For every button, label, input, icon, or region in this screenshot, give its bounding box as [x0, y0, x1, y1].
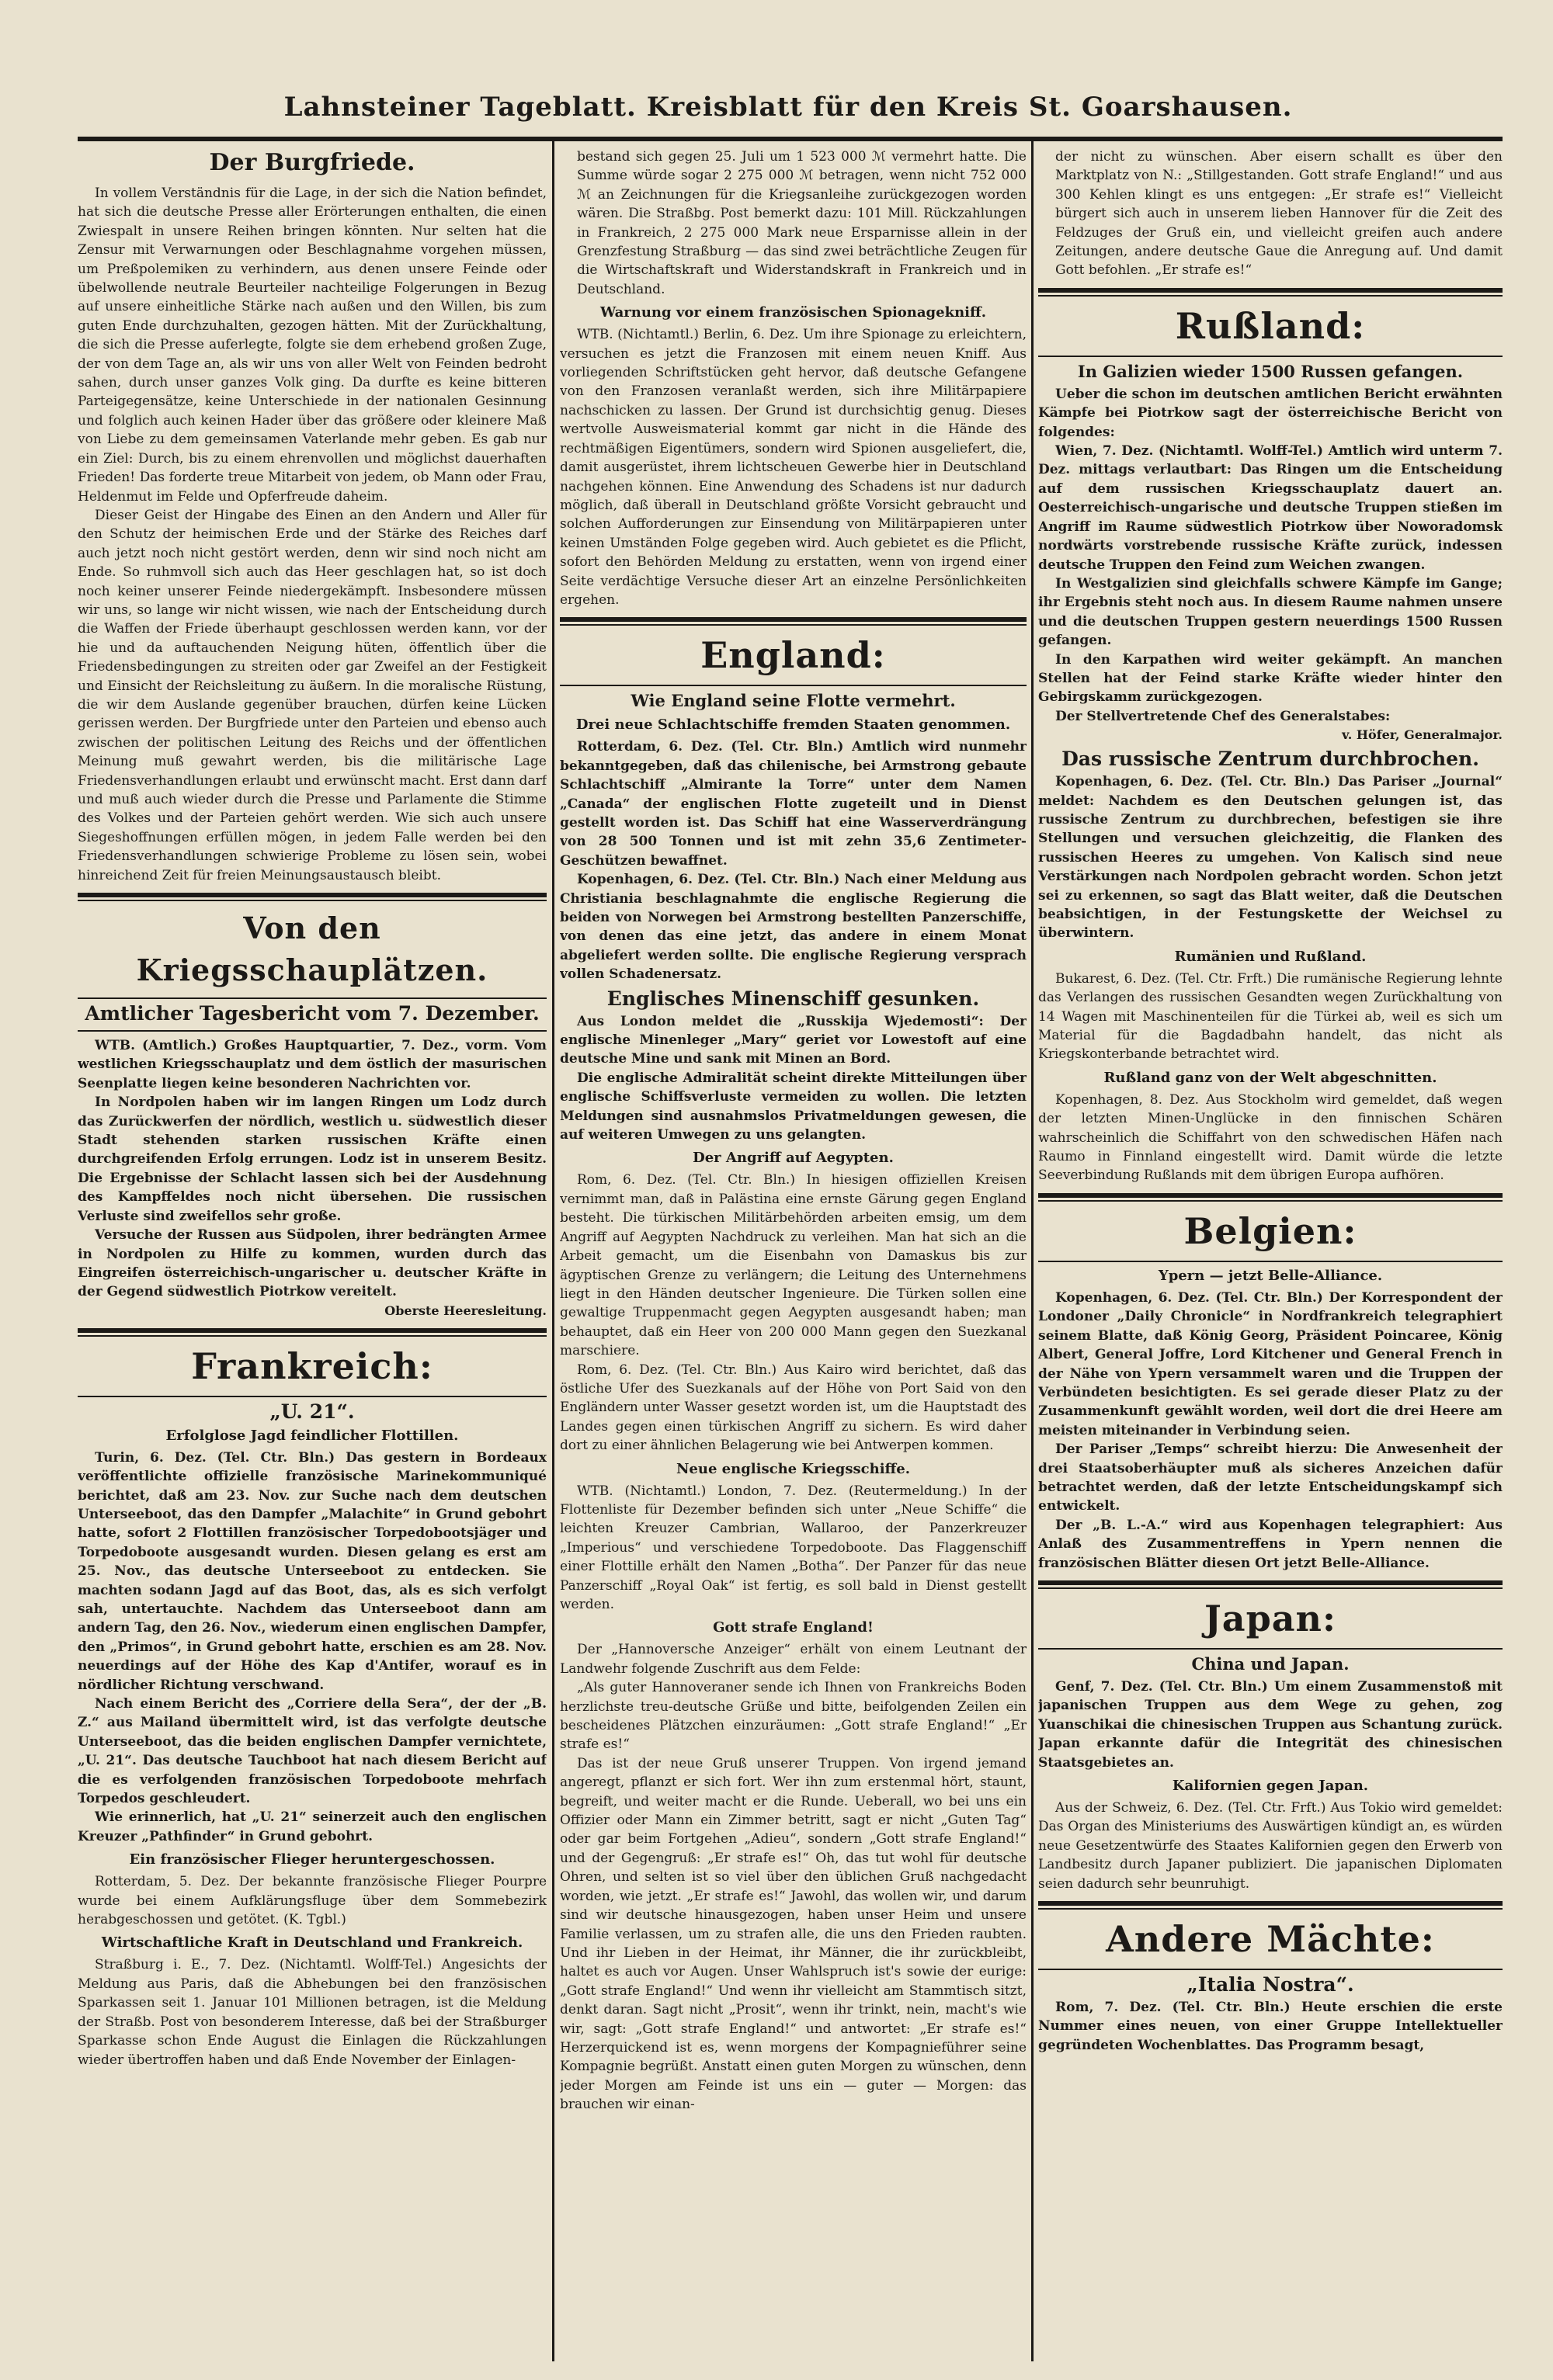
- article-paragraph: Rom, 7. Dez. (Tel. Ctr. Bln.) Heute erschien die erste Nummer eines neuen, von einer Gruppe Intellektueller gegründeten Wochenblattes. Das Programm besagt,: [1038, 2000, 1503, 2053]
- section-rule: [78, 1328, 547, 1337]
- gott-strafe-england-title: Gott strafe England!: [713, 1619, 874, 1636]
- minen-title: Englisches Minenschiff gesunken.: [606, 987, 980, 1010]
- divider: [1038, 1261, 1503, 1262]
- kalifornien-title: Kalifornien gegen Japan.: [1172, 1778, 1369, 1794]
- article-paragraph: Das ist der neue Gruß unserer Truppen. Von irgend jemand angeregt, pflanzt er sich fort. Wer ihn zum erstenmal hört, staunt, begreift, und weiter macht er die Runde. Ueberall, wo bei uns ein Offizier oder Mann ein Zimmer betritt, sagt er nicht „Guten Tag“ oder gar beim Fortgehen „Adieu“, sondern „Gott strafe England!“ und der Gegengruß: „Er strafe es!“ Oh, das tut wohl für deutsche Ohren, und selten ist so viel über den üblichen Gruß nachgedacht worden, wie jetzt. „Er strafe es!“ Jawohl, das wollen wir, und darum sind wir deutsche hinausgezogen, haben unser Heim und unsere Familie verlassen, um zu strafen alle, die uns den Frieden raubten. Und ihr Lieben in der Heimat, ihr Männer, die ihr zurückbleibt, haltet es auch vor Augen. Unser Wahlspruch ist's sowie der eurige: „Gott strafe England!“ Und wenn ihr vielleicht am Stammtisch sitzt, denkt daran. Sagt nicht „Prosit“, wenn ihr trinkt, nein, macht's wie wir, sagt: „Gott strafe England!“ und antwortet: „Er strafe es!“ Herzerquickend ist es, wenn morgens der Kompagnieführer seine Kompagnie begrüßt. Anstatt einen guten Morgen zu wünschen, denn jeder Morgen am Feinde ist uns ein — guter — Morgen: das brauchen wir einan-: [560, 1755, 1027, 2113]
- tagesbericht-title: Amtlicher Tagesbericht vom 7. Dezember.: [85, 1002, 540, 1025]
- article-paragraph: WTB. (Nichtamtl.) Berlin, 6. Dez. Um ihre Spionage zu erleichtern, versuchen es jetzt die Franzosen mit einem neuen Kniff. Aus vorliegenden Schriftstücken geht hervor, daß deutsche Gefangene von den Franzosen veranlaßt werden, sich ihre Militärpapiere nachschicken zu lassen. Der Grund ist durchsichtig genug. Dieses wertvolle Ausweismaterial kommt gar nicht in die Hände des rechtmäßigen Eigentümers, sondern wird Spionen ausgeliefert, die, damit ausgerüstet, ihrem lichtscheuen Gewerbe hier in Deutschland nachgehen können. Eine Anwendung des Schadens ist nur dadurch möglich, daß überall in Deutschland größte Vorsicht gebraucht und solchen Aufforderungen zur Einsendung von Militärpapieren unter keinen Umständen Folge gegeben wird. Auch gebietet es die Pflicht, sofort den Behörden Meldung zu erstatten, wenn von irgend einer Seite verdächtige Versuche dieser Art an einzelne Persönlichkeiten ergehen.: [560, 327, 1027, 608]
- article-paragraph: Turin, 6. Dez. (Tel. Ctr. Bln.) Das gestern in Bordeaux veröffentlichte offizielle französische Marinekommuniqué berichtet, daß am 23. Nov. zur Suche nach dem deutschen Unterseeboot, das den Dampfer „Malachite“ in Grund gebohrt hatte, sofort 2 Flottillen französischer Torpedobootsjäger und Torpedoboote ausgesandt wurden. Diesen gelang es erst am 25. Nov., das deutsche Unterseeboot zu entdecken. Sie machten sodann Jagd auf das Boot, das, als es sich verfolgt sah, untertauchte. Nachdem das Unterseeboot dann am andern Tag, den 26. Nov., wiederum einen englischen Dampfer, den „Primos“, in Grund gebohrt hatte, erschien es am 28. Nov. neuerdings auf der Höhe des Kap d'Antifer, worauf es in nördlicher Richtung verschwand.: [78, 1449, 547, 1693]
- article-paragraph: Versuche der Russen aus Südpolen, ihrer bedrängten Armee in Nordpolen zu Hilfe zu kommen, wurden durch das Eingreifen österreichisch-ungarischer u. deutscher Kräfte in der Gegend südwestlich Piotrkow vereitelt.: [78, 1227, 547, 1300]
- article-paragraph: In Nordpolen haben wir im langen Ringen um Lodz durch das Zurückwerfen der nördlich, westlich u. südwestlich dieser Stadt stehenden starken russischen Kräfte einen durchgreifenden Erfolg errungen. Lodz ist in unserem Besitz. Die Ergebnisse der Schlacht lassen sich bei der Ausdehnung des Kampffeldes noch nicht übersehen. Die russischen Verluste sind zweifellos sehr große.: [78, 1095, 547, 1224]
- article-paragraph: bestand sich gegen 25. Juli um 1 523 000 ℳ vermehrt hatte. Die Summe würde sogar 2 275 000 ℳ betragen, wenn nicht 752 000 ℳ an Zeichnungen für die Kriegsanleihe zurückgezogen worden wären. Die Straßbg. Post bemerkt dazu: 101 Mill. Rückzahlungen in Frankreich, 2 275 000 Mark neue Ersparnisse allein in der Grenzfestung Straßburg — das sind zwei beträchtliche Zeugen für die Wirtschaftskraft und Widerstandskraft in Frankreich und in Deutschland.: [577, 149, 1027, 297]
- belgien-title: Belgien:: [1183, 1209, 1357, 1252]
- article-paragraph: Der „Hannoversche Anzeiger“ erhält von einem Leutnant der Landwehr folgende Zuschrift aus dem Felde:: [560, 1642, 1027, 1677]
- divider: [1038, 356, 1503, 357]
- divider: [560, 685, 1027, 686]
- article-paragraph: WTB. (Nichtamtl.) London, 7. Dez. (Reutermeldung.) In der Flottenliste für Dezember befinden sich unter „Neue Schiffe“ die leichten Kreuzer Cambrian, Wallaroo, der Panzerkreuzer „Imperious“ und verschiedene Torpedoboote. Das Flaggenschiff einer Flottille erhält den Namen „Botha“. Der Panzer für das neue Panzerschiff „Royal Oak“ ist fertig, es soll bald in Dienst gestellt werden.: [560, 1483, 1027, 1612]
- column-2: [560, 147, 1027, 2360]
- article-paragraph: Aus London meldet die „Russkija Wjedemosti“: Der englische Minenleger „Mary“ geriet vor Lowestoft auf eine deutsche Mine und sank mit Minen an Bord.: [560, 1013, 1027, 1067]
- article-paragraph: Die englische Admiralität scheint direkte Mitteilungen über englische Schiffsverluste vermeiden zu wollen. Die letzten Meldungen sind ausnahmslos Privatmeldungen gewesen, die auf weiteren Umwegen zu uns gelangten.: [560, 1070, 1027, 1143]
- russland-title: Rußland:: [1175, 304, 1366, 347]
- ypern-title: Ypern — jetzt Belle-Alliance.: [1158, 1267, 1383, 1284]
- kriegsschauplaetze-title: Von den Kriegsschauplätzen.: [136, 911, 488, 988]
- article-paragraph: Wie erinnerlich, hat „U. 21“ seinerzeit auch den englischen Kreuzer „Pathfinder“ in Grund gebohrt.: [78, 1809, 547, 1844]
- article-paragraph: Dieser Geist der Hingabe des Einen an den Andern und Aller für den Schutz der heimischen Erde und der Stärke des Reiches darf auch jetzt noch nicht gestört werden, denn wir sind noch nicht am Ende. So ruhmvoll sich auch das Heer geschlagen hat, so ist doch noch keiner unserer Feinde niedergekämpft. Insbesondere müssen wir uns, so lange wir nicht wissen, wie nach der Entscheidung durch die Waffen der Friede überhaupt geschlossen werden kann, vor der hie und da auftauchenden Neigung hüten, öffentlich über die Friedensbedingungen zu streiten oder gar Zweifel an der Festigkeit und Einsicht der Reichsleitung zu äußern. In die moralische Rüstung, die wir dem Auslande gegenüber brauchen, dürfen keine Lücken gerissen werden. Der Burgfriede unter den Parteien und ebenso auch zwischen der politischen Leitung des Reichs und der öffentlichen Meinung muß gewahrt werden, bis die militärische Lage Friedensverhandlungen erlaubt und erwünscht macht. Erst dann darf und muß auch wieder durch die Presse und Parlamente die Stimme des Volkes und der Parteien gehört werden. Wie sich auch unsere Siegeshoffnungen erfüllen mögen, in jedem Falle werden bei den Friedensverhandlungen schwierige Probleme zu lösen sein, wobei hinreichend Zeit für freien Meinungsaustausch bleibt.: [78, 507, 547, 883]
- article-paragraph: In vollem Verständnis für die Lage, in der sich die Nation befindet, hat sich die deutsche Presse aller Erörterungen enthalten, die einen Zwiespalt in unsere Reihen bringen könnten. Nur selten hat die Zensur mit Verwarnungen oder Beschlagnahme vorgehen müssen, um Preßpolemiken zu verhindern, aus denen unsere Feinde oder übelwollende neutrale Beurteiler nachteilige Folgerungen in Bezug auf unsere einheitliche Stärke nach außen und den Willen, bis zum guten Ende durchzuhalten, gezogen hätten. Mit der Zurückhaltung, die sich die Presse auferlegte, folgte sie dem erhebend großen Zuge, der von dem Tage an, als wir uns von aller Welt von Feinden bedroht sahen, durch unser ganzes Volk ging. Da durfte es keine bitteren Parteigegensätze, keine Unterschiede in der nationalen Gesinnung und folglich auch keinen Hader über das größere oder kleinere Maß von Liebe zu dem gemeinsamen Vaterlande mehr geben. Es gab nur ein Ziel: Durch, bis zu einem ehrenvollen und möglichst dauerhaften Frieden! Das forderte treue Mitarbeit von jedem, ob Mann oder Frau, Heldenmut im Felde und Opferfreude daheim.: [78, 186, 547, 505]
- wirtschaft-title: Wirtschaftliche Kraft in Deutschland und Frankreich.: [101, 1934, 523, 1952]
- section-rule: [560, 617, 1027, 626]
- divider: [78, 1030, 547, 1032]
- andere-maechte-title: Andere Mächte:: [1106, 1918, 1435, 1961]
- signature: v. Höfer, Generalmajor.: [1342, 727, 1503, 743]
- column-1: [78, 147, 547, 2360]
- burgfriede-title: Der Burgfriede.: [209, 149, 415, 176]
- article-paragraph: Aus der Schweiz, 6. Dez. (Tel. Ctr. Frft.) Aus Tokio wird gemeldet: Das Organ des Ministeriums des Auswärtigen kündigt an, es würden neue Gesetzentwürfe des Staates Kalifornien gegen den Erwerb von Landbesitz durch Japaner publiziert. Die japanischen Diplomaten seien dadurch sehr beunruhigt.: [1038, 1800, 1503, 1892]
- divider: [1038, 1648, 1503, 1650]
- column-3: [1038, 147, 1503, 2360]
- article-paragraph: Kopenhagen, 6. Dez. (Tel. Ctr. Bln.) Nach einer Meldung aus Christiania beschlagnahmte die englische Regierung die beiden von Norwegen bei Armstrong bestellten Panzerschiffe, von denen das eine jetzt, das andere in einem Monat abgeliefert werden sollte. Die englische Regierung versprach vollen Schadenersatz.: [560, 872, 1027, 983]
- flotte-title: Wie England seine Flotte vermehrt.: [631, 691, 956, 711]
- article-paragraph: WTB. (Amtlich.) Großes Hauptquartier, 7. Dez., vorm. Vom westlichen Kriegsschauplatz und dem östlich der masurischen Seenplatte liegen keine besonderen Nachrichten vor.: [78, 1038, 547, 1091]
- article-paragraph: Kopenhagen, 6. Dez. (Tel. Ctr. Bln.) Das Pariser „Journal“ meldet: Nachdem es den Deutschen gelungen ist, das russische Zentrum zu durchbrechen, befestigen sie ihre Stellungen und versuchen gleichzeitig, die Flanken des russischen Heeres zu umgehen. Von Kalisch sind neue Verstärkungen nach Nordpolen gebracht worden. Schon jetzt sei zu erkennen, so sagt das Blatt weiter, daß die Deutschen beabsichtigen, in der Festungskette der Weichsel zu überwintern.: [1038, 774, 1503, 942]
- article-paragraph: Genf, 7. Dez. (Tel. Ctr. Bln.) Um einem Zusammenstoß mit japanischen Truppen aus dem Wege zu gehen, zog Yuanschikai die chinesischen Truppen aus Schantung zurück. Japan erkannte dafür die Integrität des chinesischen Staatsgebietes an.: [1038, 1678, 1503, 1771]
- rumaenien-title: Rumänien und Rußland.: [1174, 948, 1367, 965]
- article-paragraph: „Als guter Hannoveraner sende ich Ihnen von Frankreichs Boden herzlichste treu-deutsche Grüße und bitte, beifolgenden Zeilen ein bescheidenes Plätzchen einzuräumen: „Gott strafe England!“ „Er strafe es!“: [560, 1680, 1027, 1753]
- spion-title: Warnung vor einem französischen Spionagekniff.: [599, 304, 987, 321]
- italia-nostra-title: „Italia Nostra“.: [1186, 1973, 1354, 1997]
- column-rule: [1031, 141, 1034, 2361]
- column-rule: [552, 141, 554, 2361]
- divider: [78, 1396, 547, 1397]
- article-paragraph: Der „B. L.-A.“ wird aus Kopenhagen telegraphiert: Aus Anlaß des Zusammentreffens in Ypern nennen die französischen Blätter diesen Ort jetzt Belle-Alliance.: [1038, 1517, 1503, 1571]
- u21-title: „U. 21“.: [269, 1400, 355, 1423]
- article-paragraph: In den Karpathen wird weiter gekämpft. An manchen Stellen hat der Feind starke Kräfte wieder hinter den Gebirgskamm zurückgezogen.: [1038, 651, 1503, 706]
- masthead: Lahnsteiner Tageblatt. Kreisblatt für den Kreis St. Goarshausen.: [283, 92, 1293, 123]
- article-paragraph: Rom, 6. Dez. (Tel. Ctr. Bln.) Aus Kairo wird berichtet, daß das östliche Ufer des Suezkanals auf der Höhe von Port Said von den Engländern unter Wasser gesetzt worden ist, um die Hauptstadt des Landes gegen einen türkischen Angriff zu sichern. Es wird daher dort zu einer ähnlichen Belagerung wie bei Antwerpen kommen.: [560, 1362, 1027, 1454]
- article-paragraph: Kopenhagen, 6. Dez. (Tel. Ctr. Bln.) Der Korrespondent der Londoner „Daily Chronicle“ in Nordfrankreich telegraphiert seinem Blatte, daß König Georg, Präsident Poincaree, König Albert, General Joffre, Lord Kitchener und General French in der Nähe von Ypern versammelt waren und die Truppen der Verbündeten besichtigten. Es sei gerade dieser Platz zu der Zusammenkunft gewählt worden, weil dort die drei Heere am meisten miteinander in Verbindung seien.: [1038, 1289, 1503, 1438]
- article-paragraph: der nicht zu wünschen. Aber eisern schallt es über den Marktplatz von N.: „Stillgestanden. Gott strafe England!“ und aus 300 Kehlen klingt es uns entgegen: „Er strafe es!“ Vielleicht bürgert sich auch in unserem lieben Hannover für die Zeit des Feldzuges der Gruß ein, und vielleicht greifen auch andere Zeitungen, andere deutsche Gaue die Anregung auf. Und damit Gott befohlen. „Er strafe es!“: [1055, 149, 1503, 279]
- section-rule: [1038, 1580, 1503, 1589]
- section-rule: [78, 893, 547, 901]
- article-paragraph: Der Stellvertretende Chef des Generalstabes:: [1055, 708, 1391, 724]
- article-paragraph: Kopenhagen, 8. Dez. Aus Stockholm wird gemeldet, daß wegen der letzten Minen-Unglücke in den finnischen Schären wahrscheinlich die Schiffahrt von den schwedischen Häfen nach Raumo in Finnland eingestellt wird. Damit würde die letzte Seeverbindung Rußlands mit dem übrigen Europa aufhören.: [1038, 1091, 1503, 1184]
- divider: [78, 997, 547, 999]
- article-paragraph: Nach einem Bericht des „Corriere della Sera“, der der „B. Z.“ aus Mailand übermittelt wird, ist das verfolgte deutsche Unterseeboot, das die beiden englischen Dampfer vernichtete, „U. 21“. Das deutsche Tauchboot hat nach diesem Bericht auf die es verfolgenden französischen Torpedoboote mehrfach Torpedos geschleudert.: [78, 1696, 547, 1807]
- signature: Oberste Heeresleitung.: [384, 1303, 547, 1318]
- aegypten-title: Der Angriff auf Aegypten.: [693, 1150, 894, 1167]
- china-title: China und Japan.: [1191, 1653, 1350, 1674]
- frankreich-title: Frankreich:: [191, 1344, 433, 1387]
- zentrum-title: Das russische Zentrum durchbrochen.: [1061, 748, 1479, 771]
- article-paragraph: Rotterdam, 5. Dez. Der bekannte französische Flieger Pourpre wurde bei einem Aufklärungsfluge über dem Sommebezirk herabgeschossen und getötet. (K. Tgbl.): [78, 1874, 547, 1928]
- england-title: England:: [700, 634, 886, 677]
- section-rule: [1038, 1901, 1503, 1910]
- article-paragraph: Der Pariser „Temps“ schreibt hierzu: Die Anwesenheit der drei Staatsoberhäupter muß als sicheres Anzeichen dafür betrachtet werden, daß der letzte Entscheidungskampf sich entwickelt.: [1038, 1442, 1503, 1514]
- kriegsschiffe-title: Neue englische Kriegsschiffe.: [676, 1460, 911, 1477]
- abgeschnitten-title: Rußland ganz von der Welt abgeschnitten.: [1103, 1069, 1437, 1086]
- galizien-title: In Galizien wieder 1500 Russen gefangen.: [1077, 361, 1464, 381]
- divider: [1038, 1969, 1503, 1970]
- flieger-title: Ein französischer Flieger heruntergeschossen.: [129, 1851, 495, 1868]
- top-rule: [78, 137, 1503, 141]
- u21-subtitle: Erfolglose Jagd feindlicher Flottillen.: [165, 1427, 459, 1444]
- article-paragraph: Straßburg i. E., 7. Dez. (Nichtamtl. Wolff-Tel.) Angesichts der Meldung aus Paris, daß die Abhebungen bei den französischen Sparkassen seit 1. Januar 101 Millionen betragen, ist die Meldung der Straßb. Post von besonderem Interesse, daß bei der Straßburger Sparkasse schon Ende August die Einlagen die Rückzahlungen wieder übertroffen haben und daß Ende November der Einlagen-: [78, 1957, 547, 2068]
- flotte-subtitle: Drei neue Schlachtschiffe fremden Staaten genommen.: [575, 716, 1011, 734]
- article-paragraph: Rom, 6. Dez. (Tel. Ctr. Bln.) In hiesigen offiziellen Kreisen vernimmt man, daß in Palästina eine ernste Gärung gegen England besteht. Die türkischen Militärbehörden arbeiten emsig, um dem Angriff auf Aegypten Nachdruck zu verleihen. Man hat sich an die Arbeit gemacht, um die Eisenbahn von Damaskus bis zur ägyptischen Grenze zu verlängern; die Leitung des Unternehmens liegt in den Händen deutscher Ingenieure. Die Türken sollen eine gewaltige Truppenmacht gegen Aegypten ausgesandt haben; man behauptet, daß ein Heer von 200 000 Mann gegen den Suezkanal marschiere.: [560, 1172, 1027, 1359]
- article-paragraph: Bukarest, 6. Dez. (Tel. Ctr. Frft.) Die rumänische Regierung lehnte das Verlangen des russischen Gesandten wegen Zurückhaltung von 14 Wagen mit Maschinenteilen für die Türkei ab, weil es sich um Material für die Bagdadbahn handelt, das nicht als Kriegskonterbande betrachtet wird.: [1038, 970, 1503, 1063]
- article-paragraph: Ueber die schon im deutschen amtlichen Bericht erwähnten Kämpfe bei Piotrkow sagt der österreichische Bericht von folgendes:: [1038, 386, 1503, 440]
- article-paragraph: Wien, 7. Dez. (Nichtamtl. Wolff-Tel.) Amtlich wird unterm 7. Dez. mittags verlautbart: Das Ringen um die Entscheidung auf dem russischen Kriegsschauplatz dauert an. Oesterreichisch-ungarische und deutsche Truppen stießen im Angriff im Raume südwestlich Piotrkow über Noworadomsk nordwärts vorstrebende russische Kräfte zurück, indessen deutsche Truppen den Feind zum Weichen zwangen.: [1038, 443, 1503, 573]
- section-rule: [1038, 288, 1503, 297]
- article-paragraph: In Westgalizien sind gleichfalls schwere Kämpfe im Gange; ihr Ergebnis steht noch aus. In diesem Raume nahmen unsere und die deutschen Truppen gestern neuerdings 1500 Russen gefangen.: [1038, 575, 1503, 649]
- section-rule: [1038, 1193, 1503, 1202]
- japan-title: Japan:: [1204, 1597, 1336, 1639]
- article-paragraph: Rotterdam, 6. Dez. (Tel. Ctr. Bln.) Amtlich wird nunmehr bekanntgegeben, daß das chilenische, bei Armstrong gebaute Schlachtschiff „Almirante la Torre“ unter dem Namen „Canada“ der englischen Flotte zugeteilt und in Dienst gestellt worden ist. Das Schiff hat eine Wasserverdrängung von 28 500 Tonnen und ist mit zehn 35,6 Zentimeter-Geschützen bewaffnet.: [560, 739, 1027, 869]
